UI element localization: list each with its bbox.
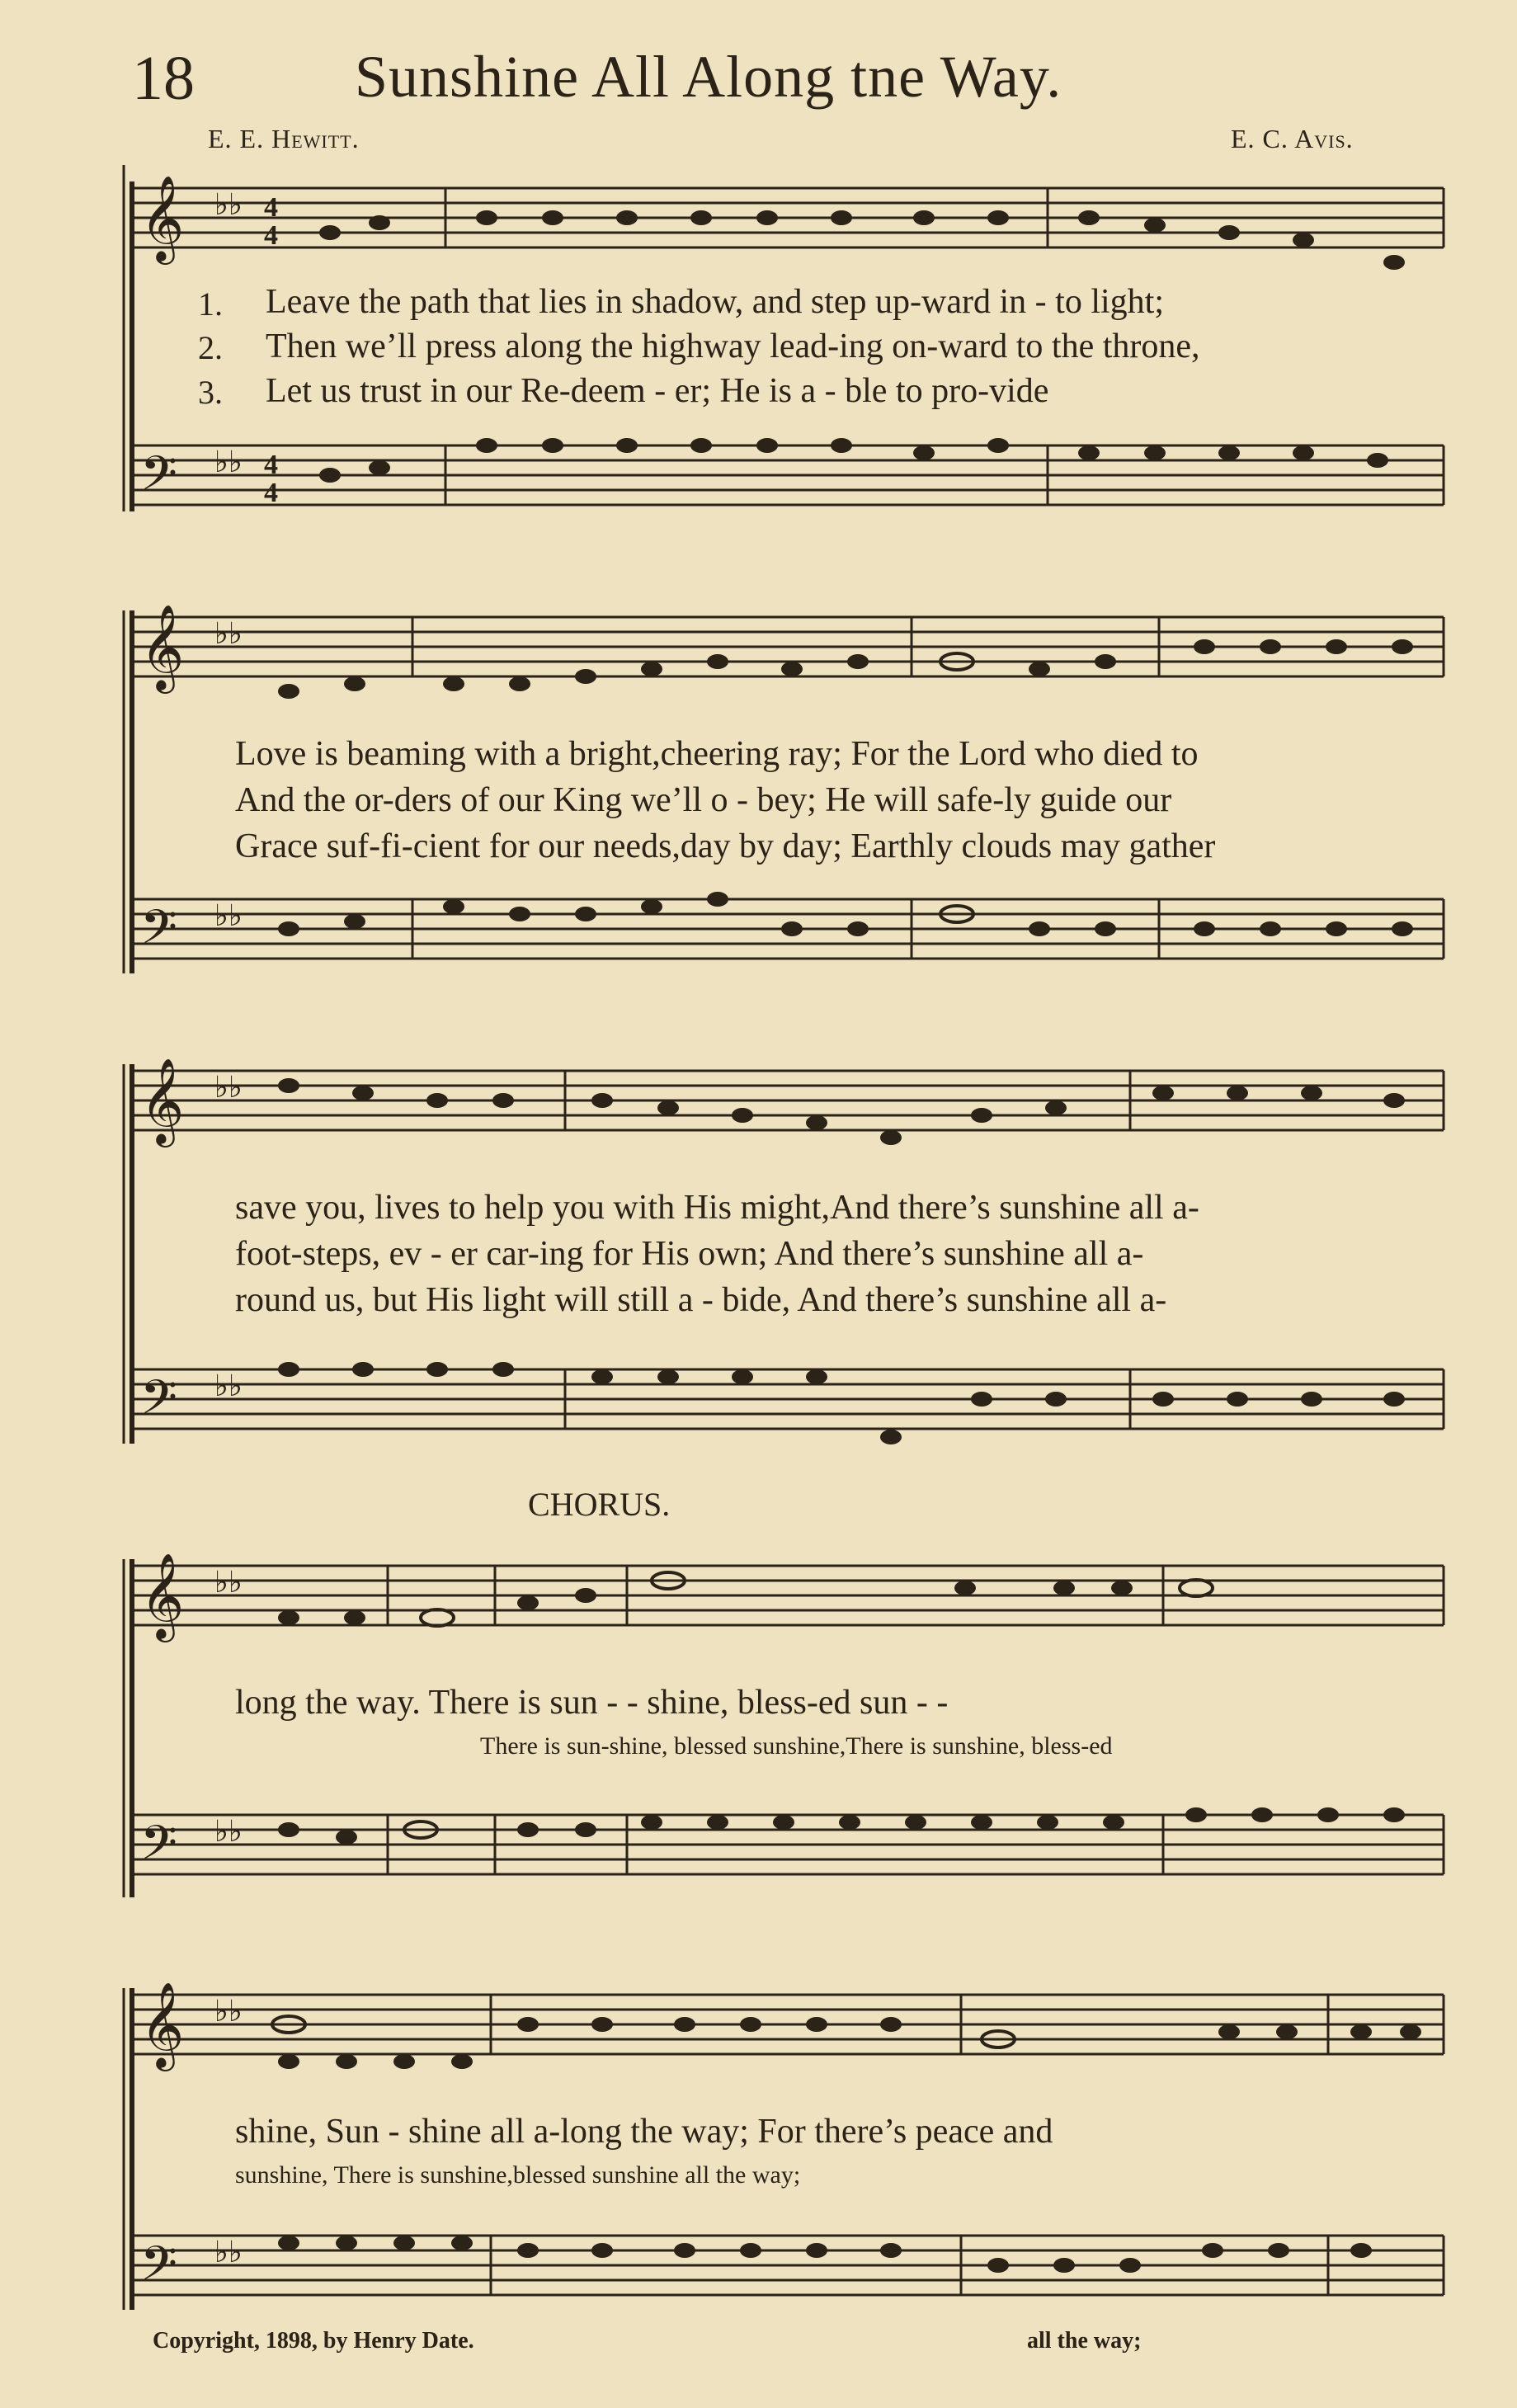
- chorus-lyric-main: long the way. There is sun - - shine, bless-ed sun - -: [235, 1684, 949, 1722]
- svg-text:♭♭: ♭♭: [214, 1071, 243, 1104]
- svg-text:4: 4: [264, 478, 278, 508]
- lyric-line: Let us trust in our Re-deem - er; He is a - ble to pro-vide: [266, 372, 1049, 410]
- lyric-line: foot-steps, ev - er car-ing for His own; And there’s sunshine all a-: [235, 1235, 1144, 1273]
- svg-text:♭♭: ♭♭: [214, 899, 243, 932]
- music-system-4: [107, 1543, 1452, 1906]
- svg-text:𝄞: 𝄞: [140, 1058, 185, 1144]
- staff-pair-4: [107, 1543, 1452, 1906]
- lyric-line: round us, but His light will still a - bide, And there’s sunshine all a-: [235, 1281, 1167, 1319]
- svg-text:𝄢: 𝄢: [140, 899, 178, 967]
- chorus-label: CHORUS.: [528, 1486, 671, 1523]
- hymn-title: Sunshine All Along tne Way.: [355, 44, 1062, 110]
- author-credit: E. E. Hewitt.: [208, 124, 360, 153]
- chorus-lyric-secondary: sunshine, There is sunshine,blessed sunshine all the way;: [235, 2161, 801, 2189]
- svg-text:♭♭: ♭♭: [214, 2236, 243, 2269]
- chorus-lyric-secondary: There is sun-shine, blessed sunshine,There is sunshine, bless-ed: [480, 1732, 1113, 1760]
- svg-text:𝄢: 𝄢: [140, 1815, 178, 1883]
- verse-number: 3.: [198, 374, 223, 411]
- lyric-line: And the or-ders of our King we’ll o - bey; He will safe-ly guide our: [235, 781, 1172, 819]
- music-system-5: [107, 1972, 1452, 2318]
- svg-text:♭♭: ♭♭: [214, 1995, 243, 2028]
- svg-text:𝄢: 𝄢: [140, 1369, 178, 1437]
- svg-text:𝄞: 𝄞: [140, 604, 185, 690]
- page-number: 18: [132, 44, 195, 113]
- music-system-2: [107, 594, 1452, 982]
- lyric-line: Then we’ll press along the highway lead-ing on-ward to the throne,: [266, 328, 1200, 365]
- composer-credit: E. C. Avis.: [1231, 124, 1354, 153]
- svg-text:♭♭: ♭♭: [214, 1369, 243, 1402]
- svg-text:4: 4: [264, 450, 278, 480]
- svg-text:♭♭: ♭♭: [214, 617, 243, 650]
- verse-number: 2.: [198, 329, 223, 366]
- svg-text:𝄞: 𝄞: [140, 1553, 185, 1639]
- svg-text:4: 4: [264, 192, 278, 223]
- verse-number: 1.: [198, 285, 223, 323]
- svg-text:♭♭: ♭♭: [214, 445, 243, 478]
- svg-text:4: 4: [264, 220, 278, 251]
- svg-text:𝄞: 𝄞: [140, 175, 185, 262]
- music-system-3: [107, 1048, 1452, 1452]
- lyric-line: Grace suf-fi-cient for our needs,day by day; Earthly clouds may gather: [235, 827, 1216, 865]
- svg-text:♭♭: ♭♭: [214, 1566, 243, 1599]
- lyric-line: Love is beaming with a bright,cheering ray; For the Lord who died to: [235, 735, 1199, 773]
- svg-text:𝄢: 𝄢: [140, 445, 178, 513]
- music-system-1: [107, 165, 1452, 561]
- svg-text:𝄢: 𝄢: [140, 2236, 178, 2303]
- lyric-line: Leave the path that lies in shadow, and step up-ward in - to light;: [266, 283, 1165, 321]
- bass-lyric-fragment: all the way;: [1027, 2328, 1142, 2354]
- svg-text:♭♭: ♭♭: [214, 188, 243, 221]
- chorus-lyric-main: shine, Sun - shine all a-long the way; For there’s peace and: [235, 2113, 1053, 2151]
- copyright-notice: Copyright, 1898, by Henry Date.: [153, 2328, 474, 2354]
- lyric-line: save you, lives to help you with His might,And there’s sunshine all a-: [235, 1189, 1199, 1227]
- svg-text:𝄞: 𝄞: [140, 1982, 185, 2068]
- svg-text:♭♭: ♭♭: [214, 1815, 243, 1848]
